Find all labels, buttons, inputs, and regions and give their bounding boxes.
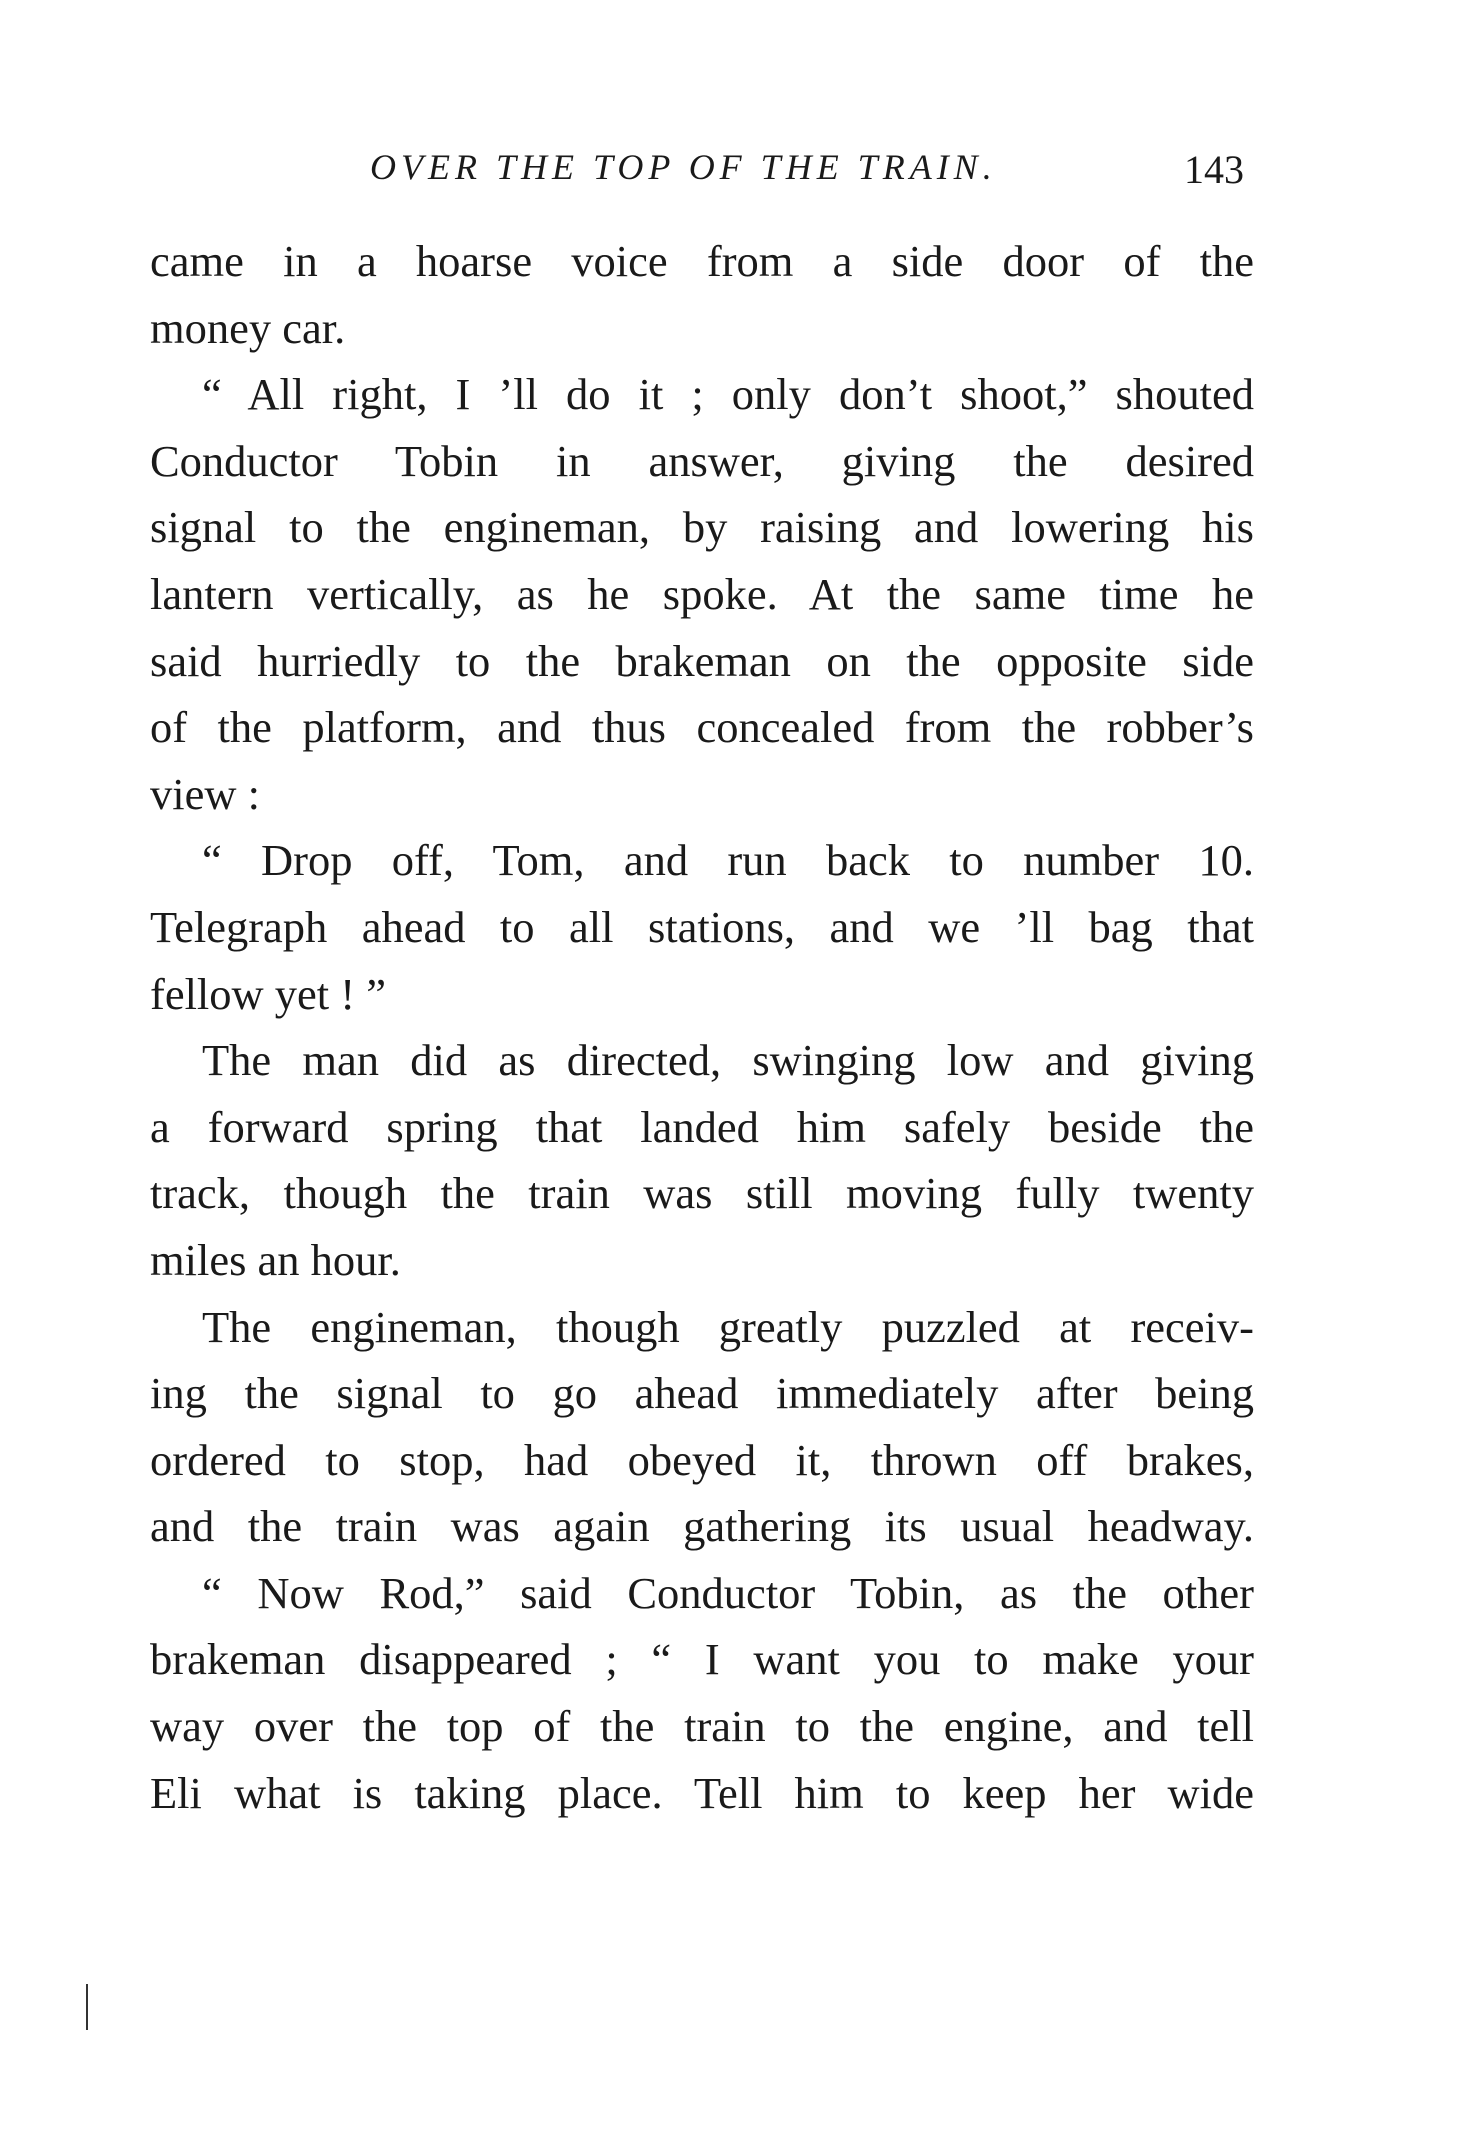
running-head (150, 146, 1254, 196)
text-line: “ All right, I ’ll do it ; only don’t shoot,” shouted (202, 369, 1254, 420)
text-line: view : (150, 768, 260, 819)
text-line: miles an hour. (150, 1234, 401, 1285)
text-line: lantern vertically, as he spoke. At the same time he (150, 568, 1254, 619)
text-line: came in a hoarse voice from a side door of the (150, 236, 1254, 286)
text-line: money car. (150, 302, 346, 353)
text-line: Conductor Tobin in answer, giving the desired (150, 435, 1254, 486)
margin-mark (86, 1984, 88, 2030)
text-line: fellow yet ! ” (150, 968, 386, 1019)
text-line: track, though the train was still moving fully twenty (150, 1168, 1254, 1219)
text-line: and the train was again gathering its usual headway. (150, 1501, 1254, 1552)
text-line: of the platform, and thus concealed from the robber’s (150, 702, 1254, 753)
text-line: The engineman, though greatly puzzled at receiv- (202, 1301, 1254, 1352)
text-line: ordered to stop, had obeyed it, thrown off brakes, (150, 1434, 1254, 1485)
running-title: OVER THE TOP OF THE TRAIN. (370, 147, 997, 187)
text-line: “ Now Rod,” said Conductor Tobin, as the other (202, 1567, 1254, 1618)
body-text (150, 228, 1254, 1826)
text-line: way over the top of the train to the engine, and tell (150, 1701, 1254, 1752)
text-line: The man did as directed, swinging low and giving (202, 1035, 1254, 1086)
text-line: brakeman disappeared ; “ I want you to make your (150, 1634, 1254, 1685)
page-number: 143 (1184, 147, 1244, 192)
text-line: signal to the engineman, by raising and lowering his (150, 502, 1254, 553)
text-line: ing the signal to go ahead immediately after being (150, 1368, 1254, 1419)
text-line: Eli what is taking place. Tell him to keep her wide (150, 1767, 1254, 1818)
text-line: said hurriedly to the brakeman on the opposite side (150, 635, 1254, 686)
text-line: Telegraph ahead to all stations, and we ’ll bag that (150, 901, 1254, 952)
text-line: a forward spring that landed him safely beside the (150, 1101, 1254, 1152)
text-line: “ Drop off, Tom, and run back to number 10. (202, 835, 1254, 886)
